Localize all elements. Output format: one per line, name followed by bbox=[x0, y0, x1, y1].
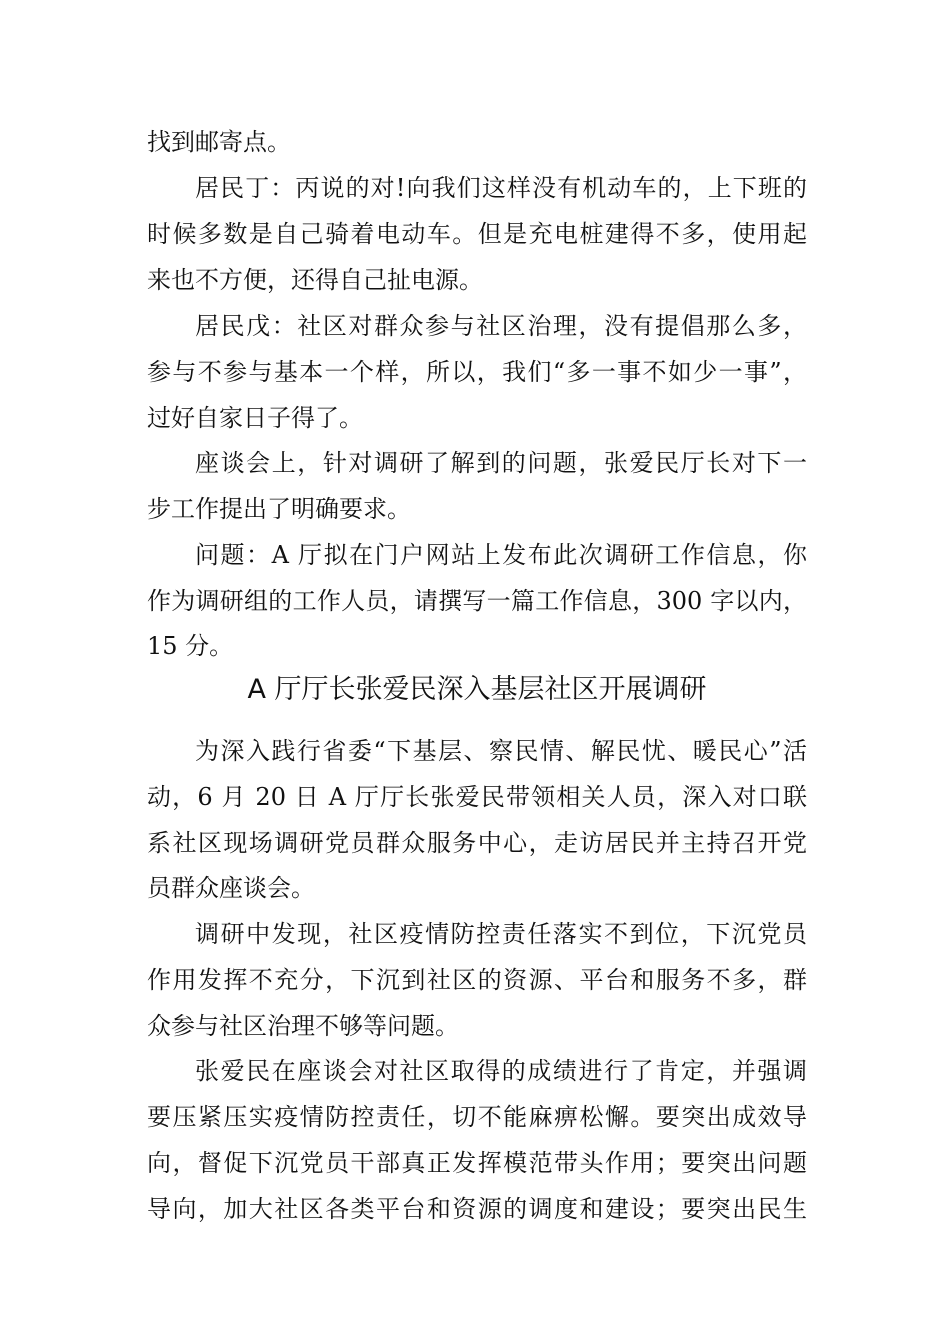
text-line: 调研中发现，社区疫情防控责任落实不到位，下沉党员 bbox=[195, 920, 807, 948]
text-line: 张爱民在座谈会对社区取得的成绩进行了肯定，并强调 bbox=[195, 1057, 807, 1085]
text-line: 导向，加大社区各类平台和资源的调度和建设；要突出民生 bbox=[147, 1195, 807, 1223]
text-line: 系社区现场调研党员群众服务中心，走访居民并主持召开党 bbox=[147, 829, 807, 857]
text-line: 居民丁：丙说的对!向我们这样没有机动车的，上下班的 bbox=[195, 174, 807, 202]
text-line: 参与不参与基本一个样，所以，我们“多一事不如少一事”， bbox=[147, 358, 807, 386]
text-line: 作用发挥不充分，下沉到社区的资源、平台和服务不多，群 bbox=[147, 966, 807, 994]
text-line: 居民戊：社区对群众参与社区治理，没有提倡那么多， bbox=[195, 312, 807, 340]
text-line: 来也不方便，还得自己扯电源。 bbox=[147, 266, 483, 294]
text-line: 过好自家日子得了。 bbox=[147, 404, 363, 432]
text-line: 15 分。 bbox=[147, 632, 234, 660]
text-line: 要压紧压实疫情防控责任，切不能麻痹松懈。要突出成效导 bbox=[147, 1103, 807, 1131]
article-title: A 厅厅长张爱民深入基层社区开展调研 bbox=[247, 674, 707, 705]
text-line: 向，督促下沉党员干部真正发挥模范带头作用；要突出问题 bbox=[147, 1149, 807, 1177]
text-line: 找到邮寄点。 bbox=[147, 128, 291, 156]
text-line: 员群众座谈会。 bbox=[147, 874, 315, 902]
text-line: 问题：A 厅拟在门户网站上发布此次调研工作信息，你 bbox=[195, 541, 807, 569]
text-line: 作为调研组的工作人员，请撰写一篇工作信息，300 字以内， bbox=[147, 587, 807, 615]
text-line: 动，6 月 20 日 A 厅厅长张爱民带领相关人员，深入对口联 bbox=[147, 783, 807, 811]
text-line: 为深入践行省委“下基层、察民情、解民忧、暖民心”活 bbox=[195, 737, 807, 765]
text-line: 众参与社区治理不够等问题。 bbox=[147, 1012, 459, 1040]
text-line: 时候多数是自己骑着电动车。但是充电桩建得不多，使用起 bbox=[147, 220, 807, 248]
text-line: 座谈会上，针对调研了解到的问题，张爱民厅长对下一 bbox=[195, 449, 807, 477]
text-line: 步工作提出了明确要求。 bbox=[147, 495, 411, 523]
